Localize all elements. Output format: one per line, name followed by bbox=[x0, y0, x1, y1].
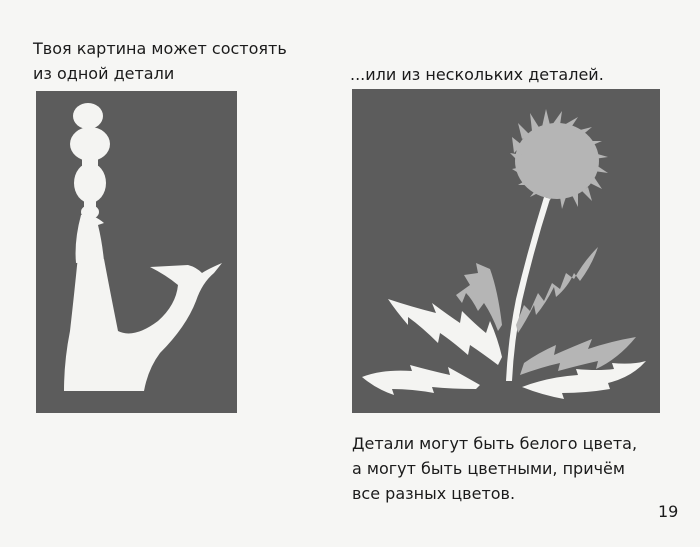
bottom-caption-line-2: а могут быть цветными, причём bbox=[352, 459, 625, 478]
bottom-caption-line-3: все разных цветов. bbox=[352, 484, 516, 503]
left-caption-line-1: Твоя картина может состоять bbox=[33, 39, 287, 58]
seal-cutout bbox=[64, 103, 222, 391]
left-caption-line-2: из одной детали bbox=[33, 64, 175, 83]
page-number: 19 bbox=[658, 502, 679, 521]
seal-picture-panel bbox=[36, 91, 237, 413]
left-caption bbox=[33, 36, 287, 86]
bottom-caption bbox=[352, 431, 637, 506]
top-ball bbox=[73, 103, 103, 129]
right-caption-line: ...или из нескольких деталей. bbox=[350, 65, 604, 84]
dandelion-flower bbox=[510, 109, 608, 209]
lower-ball bbox=[74, 163, 106, 203]
dandelion-leaves bbox=[362, 247, 646, 399]
seal-body bbox=[64, 256, 222, 391]
seal-head bbox=[76, 215, 104, 263]
bottom-caption-line-1: Детали могут быть белого цвета, bbox=[352, 434, 638, 453]
seal-cutout-illustration bbox=[36, 91, 237, 413]
middle-ball bbox=[70, 127, 110, 161]
dandelion-cutout-illustration bbox=[352, 89, 660, 413]
right-caption bbox=[350, 62, 604, 87]
dandelion-picture-panel bbox=[352, 89, 660, 413]
